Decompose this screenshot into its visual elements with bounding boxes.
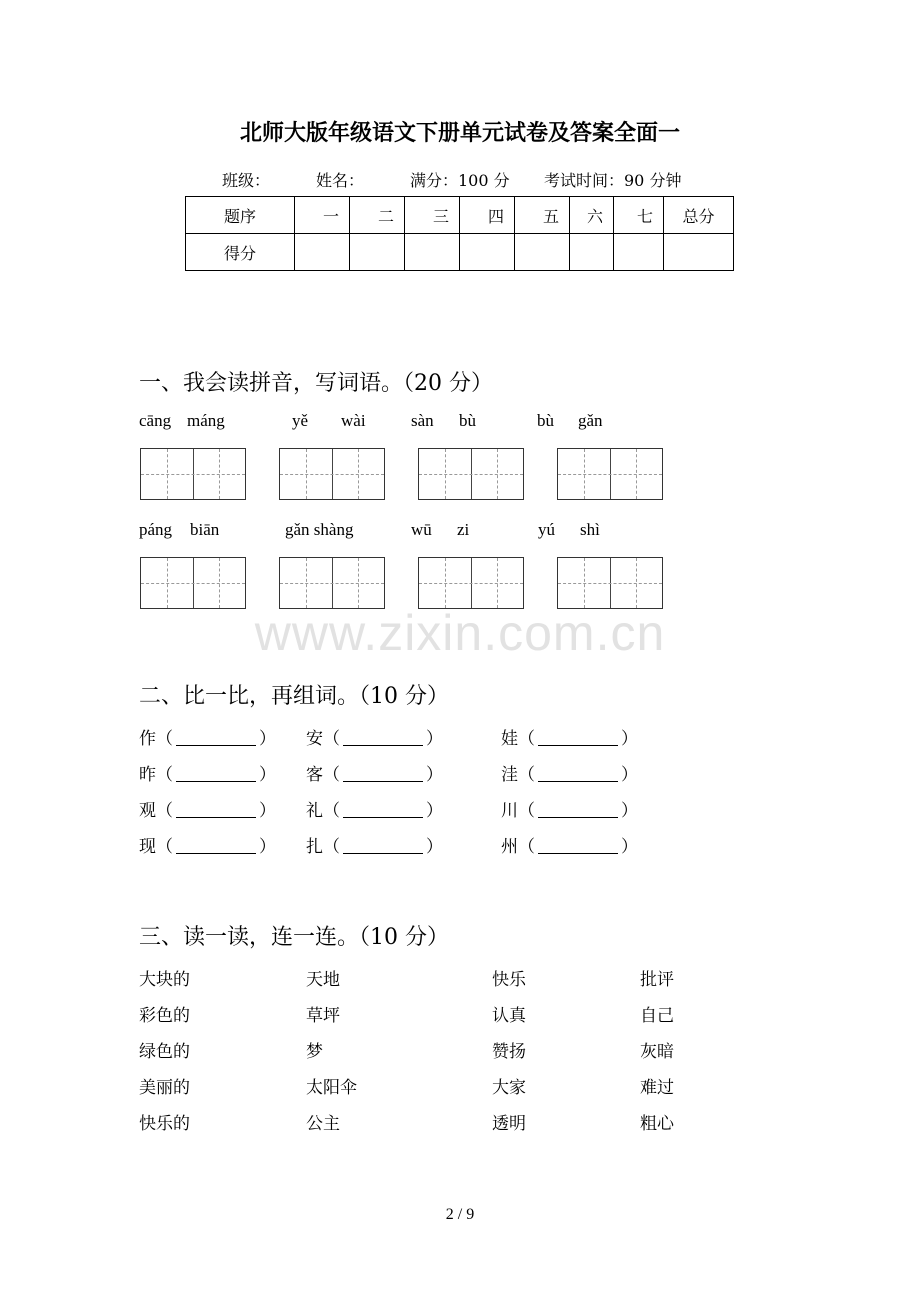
answer-blank[interactable] [538,727,618,746]
match-word[interactable]: 快乐 [492,970,526,990]
pinyin: biān [190,520,220,539]
open-paren: （ [323,801,340,821]
score-cell[interactable] [405,234,460,271]
compare-char: 作 [139,729,156,749]
compare-item [306,832,443,857]
match-word[interactable]: 透明 [492,1114,526,1134]
page-number: 2 / 9 [445,1206,475,1223]
section1-heading: 一、我会读拼音，写词语。（20 分） [139,371,493,396]
compare-char: 扎 [306,837,323,857]
match-word[interactable]: 大块的 [139,970,190,990]
match-word[interactable]: 天地 [306,970,340,990]
score-header-cell: 题序 [186,197,295,234]
answer-blank[interactable] [538,799,618,818]
full-score-label: 满分：100 分 [410,171,510,190]
answer-blank[interactable] [343,763,423,782]
score-table [185,196,734,271]
match-word[interactable]: 绿色的 [139,1042,190,1062]
answer-blank[interactable] [343,835,423,854]
writing-grid[interactable] [418,557,524,609]
answer-blank[interactable] [343,727,423,746]
open-paren: （ [323,765,340,785]
pinyin: bù [537,411,554,430]
compare-char: 观 [139,801,156,821]
score-cell[interactable] [614,234,664,271]
section3-heading: 三、读一读，连一连。（10 分） [139,925,449,950]
writing-grid[interactable] [557,557,663,609]
compare-char: 现 [139,837,156,857]
compare-item [501,724,638,749]
match-word[interactable]: 草坪 [306,1006,340,1026]
pinyin: páng [139,520,173,539]
match-word[interactable]: 难过 [640,1078,674,1098]
open-paren: （ [323,837,340,857]
writing-grid[interactable] [140,448,246,500]
pinyin: máng [187,411,225,430]
writing-grid[interactable] [418,448,524,500]
pinyin: sàn [411,411,434,430]
match-word[interactable]: 批评 [640,970,674,990]
compare-char: 安 [306,729,323,749]
close-paren: ） [621,837,638,857]
answer-blank[interactable] [538,835,618,854]
pinyin: zi [457,520,470,539]
writing-grid[interactable] [557,448,663,500]
name-label: 姓名： [316,171,365,190]
compare-item [139,832,276,857]
score-table-score-row [186,234,734,271]
exam-title: 北师大版年级语文下册单元试卷及答案全面一 [239,120,680,146]
answer-blank[interactable] [176,799,256,818]
pinyin: gǎn [578,411,603,430]
compare-char: 礼 [306,801,323,821]
score-header-cell: 一 [295,197,350,234]
score-cell[interactable] [295,234,350,271]
compare-item [139,796,276,821]
pinyin: gǎn shàng [285,520,354,539]
match-word[interactable]: 认真 [492,1006,526,1026]
pinyin: wài [341,411,366,430]
compare-item [501,832,638,857]
match-word[interactable]: 大家 [492,1078,526,1098]
open-paren: （ [156,765,173,785]
compare-item [306,760,443,785]
compare-char: 州 [501,837,518,857]
compare-char: 娃 [501,729,518,749]
close-paren: ） [259,729,276,749]
match-word[interactable]: 自己 [640,1006,674,1026]
pinyin-row-2 [0,520,920,544]
score-header-cell: 六 [570,197,614,234]
compare-item [306,796,443,821]
score-cell[interactable] [570,234,614,271]
match-word[interactable]: 美丽的 [139,1078,190,1098]
exam-time-label: 考试时间：90 分钟 [544,171,682,190]
score-header-cell: 总分 [664,197,734,234]
score-cell[interactable] [460,234,515,271]
compare-item [501,796,638,821]
score-cell[interactable] [350,234,405,271]
compare-item [501,760,638,785]
watermark: www.zixin.com.cn [254,605,666,661]
compare-item [139,724,276,749]
pinyin: bù [459,411,476,430]
open-paren: （ [518,765,535,785]
writing-grid[interactable] [140,557,246,609]
open-paren: （ [518,801,535,821]
open-paren: （ [156,837,173,857]
answer-blank[interactable] [176,763,256,782]
score-header-cell: 七 [614,197,664,234]
score-row-label: 得分 [186,234,295,271]
compare-char: 昨 [139,765,156,785]
match-word[interactable]: 梦 [306,1042,323,1062]
compare-item [139,760,276,785]
close-paren: ） [621,765,638,785]
close-paren: ） [426,801,443,821]
close-paren: ） [621,729,638,749]
open-paren: （ [518,837,535,857]
close-paren: ） [259,837,276,857]
match-word[interactable]: 彩色的 [139,1006,190,1026]
score-header-cell: 三 [405,197,460,234]
answer-blank[interactable] [176,835,256,854]
compare-char: 洼 [501,765,518,785]
match-word[interactable]: 快乐的 [139,1114,190,1134]
close-paren: ） [259,765,276,785]
pinyin: shì [580,520,600,539]
open-paren: （ [518,729,535,749]
close-paren: ） [259,801,276,821]
score-header-cell: 五 [515,197,570,234]
class-label: 班级： [222,171,271,190]
open-paren: （ [323,729,340,749]
writing-grid[interactable] [279,448,385,500]
match-word[interactable]: 太阳伞 [306,1078,357,1098]
close-paren: ） [426,729,443,749]
section2-heading: 二、比一比，再组词。（10 分） [139,684,449,709]
close-paren: ） [426,837,443,857]
compare-item [306,724,443,749]
pinyin: cāng [139,411,172,430]
close-paren: ） [621,801,638,821]
score-cell[interactable] [515,234,570,271]
answer-blank[interactable] [343,799,423,818]
score-header-cell: 二 [350,197,405,234]
compare-char: 川 [501,801,518,821]
match-word[interactable]: 赞扬 [492,1042,526,1062]
answer-blank[interactable] [538,763,618,782]
score-header-cell: 四 [460,197,515,234]
compare-char: 客 [306,765,323,785]
pinyin: yě [292,411,309,430]
score-table-header-row [186,197,734,234]
open-paren: （ [156,729,173,749]
score-cell[interactable] [664,234,734,271]
match-word[interactable]: 公主 [306,1114,340,1134]
pinyin: yú [538,520,555,539]
writing-grid[interactable] [279,557,385,609]
close-paren: ） [426,765,443,785]
match-word[interactable]: 粗心 [640,1114,674,1134]
answer-blank[interactable] [176,727,256,746]
pinyin-row-1 [0,411,920,435]
pinyin: wū [411,520,432,539]
open-paren: （ [156,801,173,821]
match-word[interactable]: 灰暗 [640,1042,674,1062]
